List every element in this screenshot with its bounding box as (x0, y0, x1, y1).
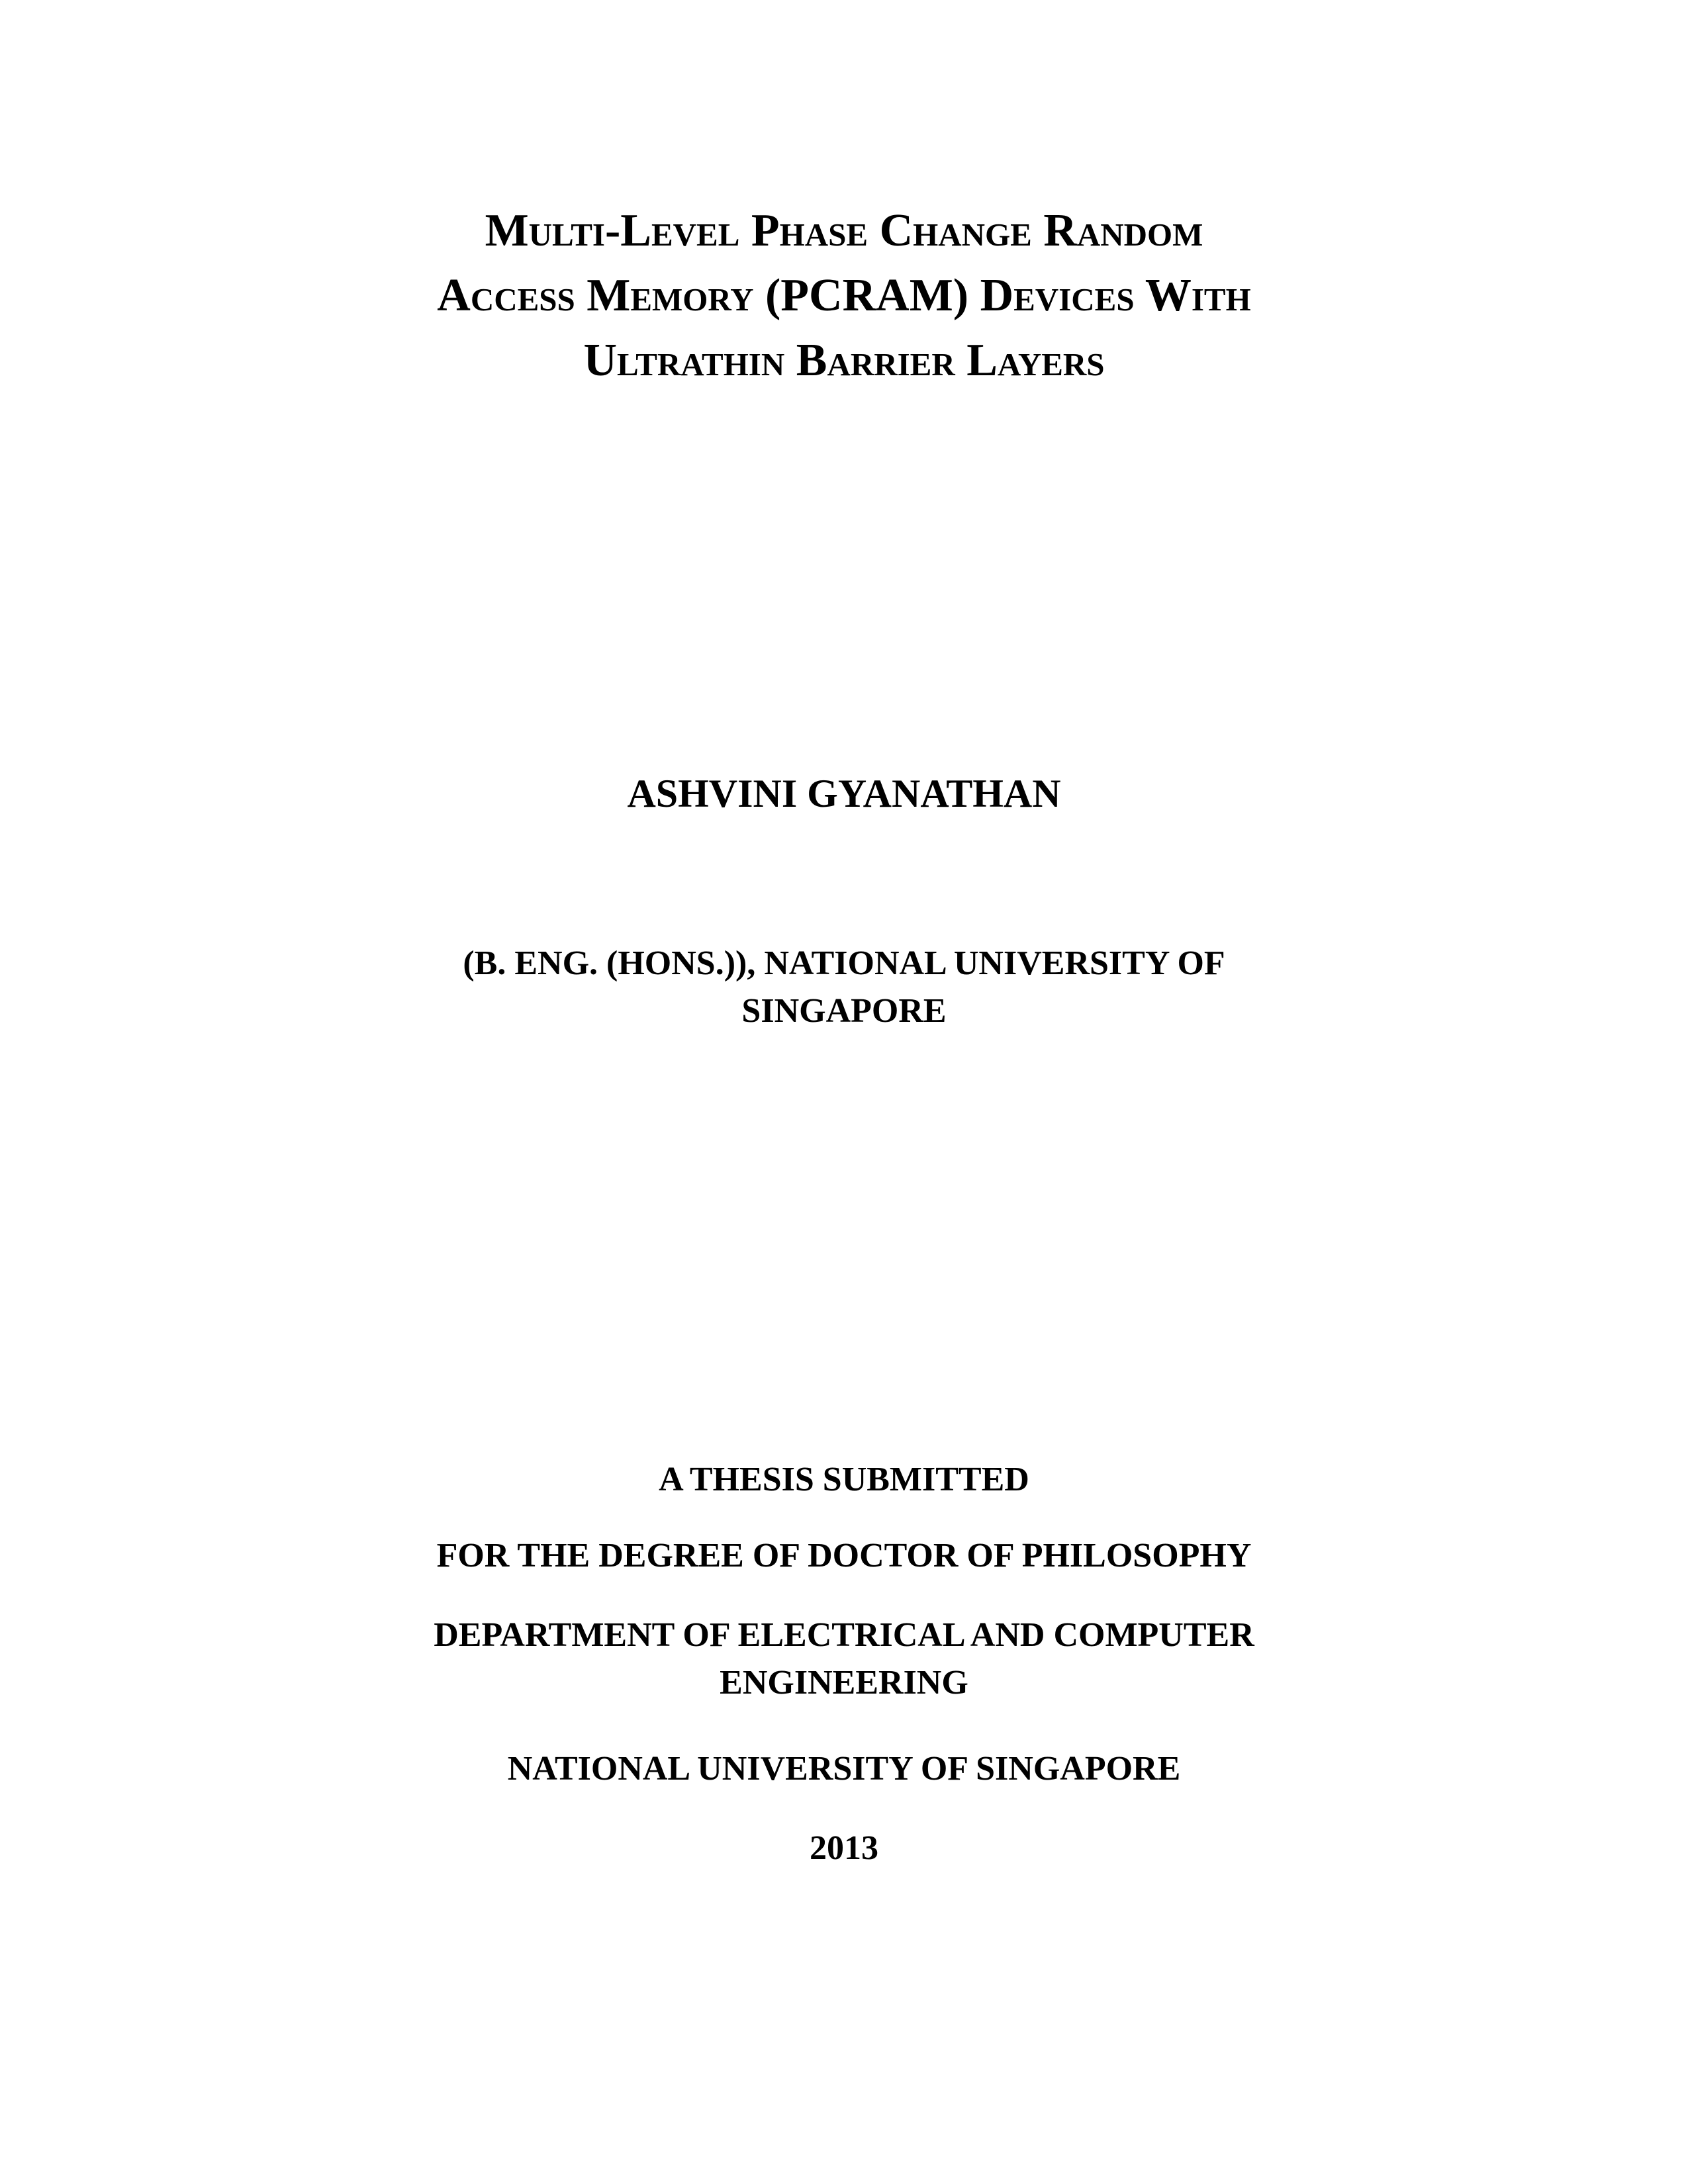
department-line-2: ENGINEERING (720, 1664, 968, 1702)
prior-degree-line-1: (B. ENG. (HONS.)), NATIONAL UNIVERSITY OF (463, 944, 1225, 982)
thesis-title (305, 199, 1383, 393)
prior-degree-line-2: SINGAPORE (741, 992, 947, 1030)
thesis-statement: A THESIS SUBMITTED (659, 1461, 1029, 1498)
department (305, 1612, 1383, 1707)
degree-statement: FOR THE DEGREE OF DOCTOR OF PHILOSOPHY (436, 1537, 1252, 1574)
university: NATIONAL UNIVERSITY OF SINGAPORE (507, 1750, 1181, 1788)
thesis-title-line-2: Access Memory (PCRAM) Devices With (437, 270, 1251, 321)
thesis-title-line-3: Ultrathin Barrier Layers (583, 335, 1105, 386)
year: 2013 (810, 1829, 878, 1867)
author-name: ASHVINI GYANATHAN (627, 772, 1061, 815)
thesis-title-line-1: Multi-Level Phase Change Random (485, 205, 1203, 256)
department-line-1: DEPARTMENT OF ELECTRICAL AND COMPUTER (434, 1616, 1254, 1654)
prior-degree (305, 940, 1383, 1035)
